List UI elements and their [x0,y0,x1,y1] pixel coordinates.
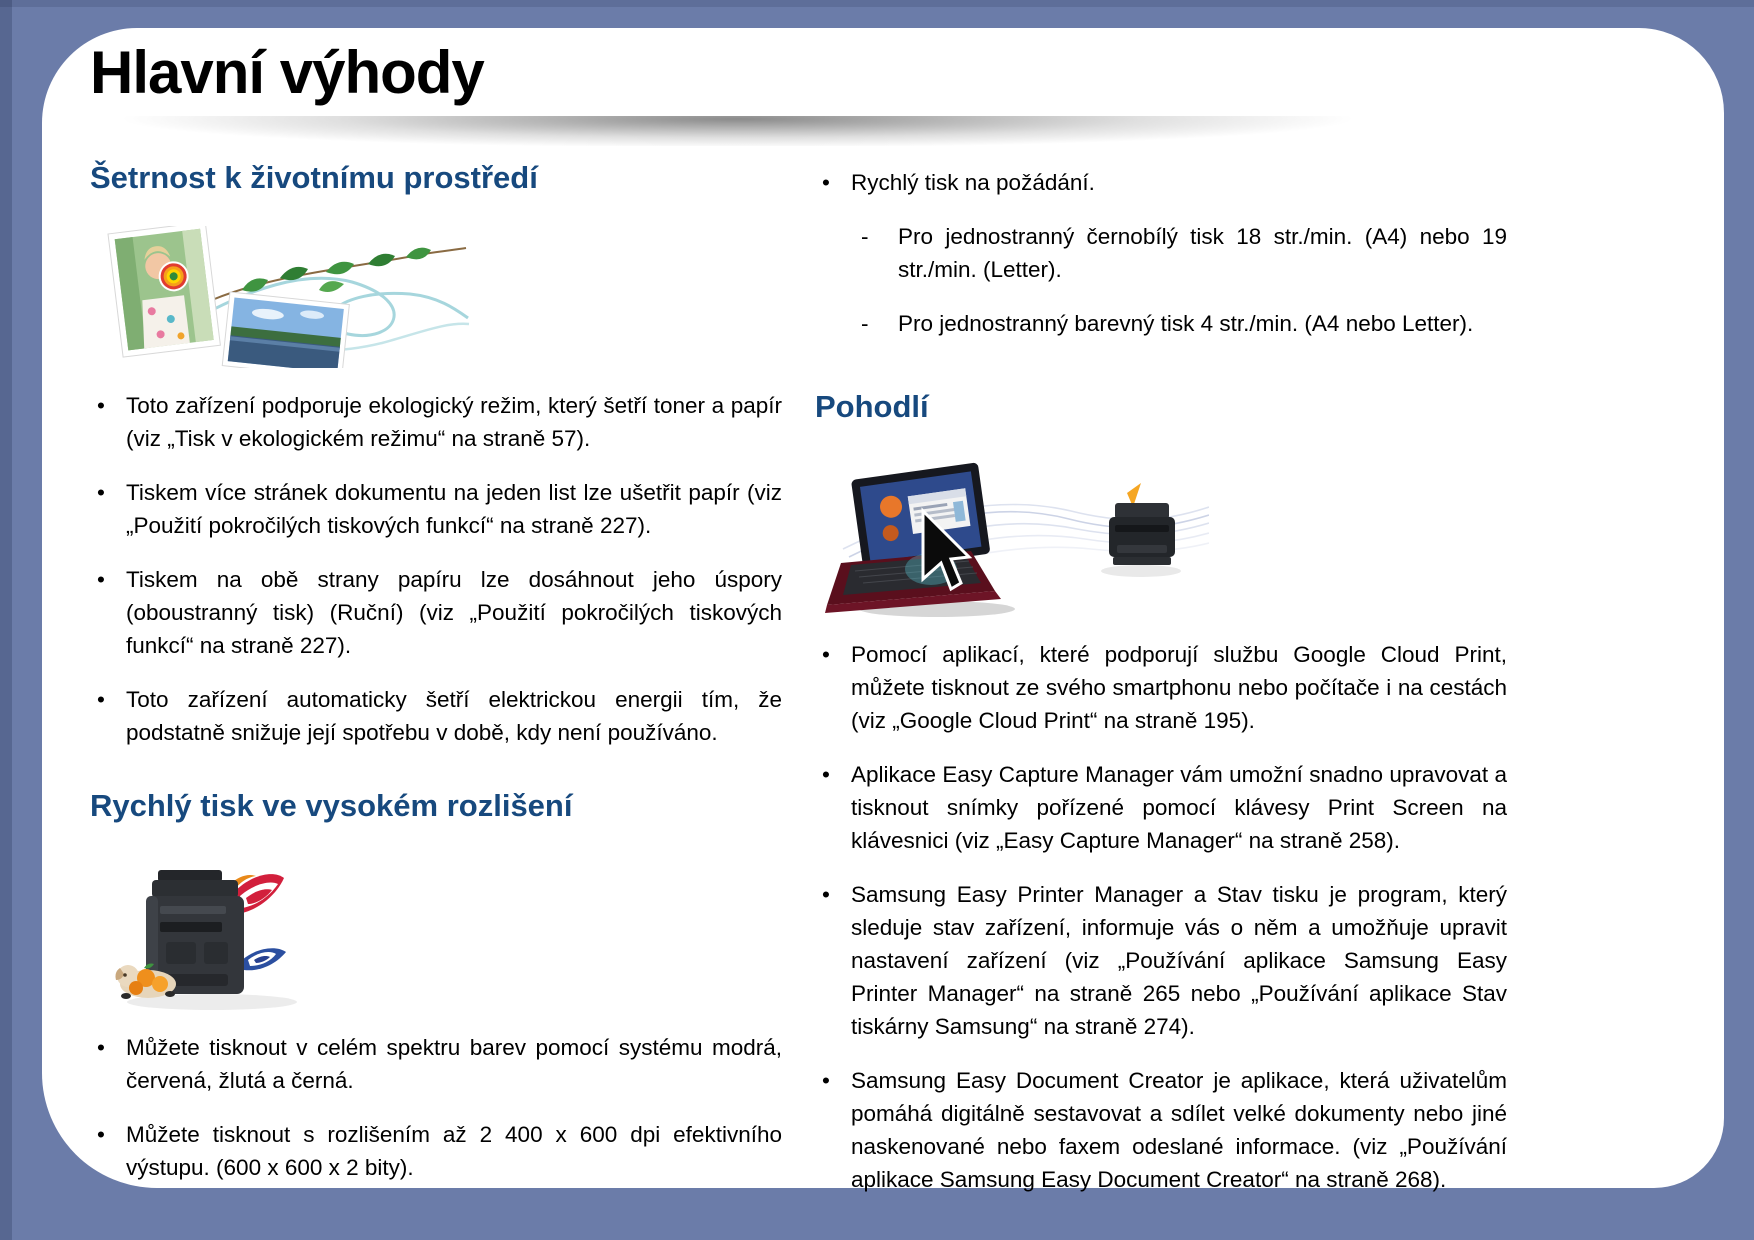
eco-collage-illustration [90,226,470,368]
color-printer-image [112,862,782,1017]
section-heading-convenience: Pohodlí [815,389,929,424]
right-column [815,160,1507,1217]
list-item: • Toto zařízení automaticky šetří elektrickou energii tím, že podstatně snižuje její spotřebu v době, kdy není používáno. [90,683,782,749]
section-heading-eco: Šetrnost k životnímu prostředí [90,160,538,195]
list-item: • Tiskem více stránek dokumentu na jeden list lze ušetřit papír (viz „Použití pokročilých tiskových funkcí“ na straně 227). [90,476,782,542]
list-item: - Pro jednostranný černobílý tisk 18 str./min. (A4) nebo 19 str./min. (Letter). [851,220,1507,286]
list-item: • Samsung Easy Printer Manager a Stav tisku je program, který sleduje stav zařízení, informuje vás o něm a umožňuje upravit nastavení zařízení (viz „Používání aplikace Samsung Easy Printer Manager“ na straně 265 nebo „Používání aplikace Stav tiskárny Samsung“ na straně 274). [815,878,1507,1043]
eco-bullet-list [90,389,782,749]
list-item: • Toto zařízení podporuje ekologický režim, který šetří toner a papír (viz „Tisk v ekologickém režimu“ na straně 57). [90,389,782,455]
section-heading-fast-print: Rychlý tisk ve vysokém rozlišení [90,788,573,823]
photo-lake-icon [222,292,349,368]
on-demand-sub-list [815,220,1507,340]
fast-print-bullet-list [90,1031,782,1184]
page-title: Hlavní výhody [90,39,484,106]
list-item: • Pomocí aplikací, které podporují službu Google Cloud Print, můžete tisknout ze svého smartphonu nebo počítače i na cestách (viz „Google Cloud Print“ na straně 195). [815,638,1507,737]
list-item: - Pro jednostranný barevný tisk 4 str./min. (A4 nebo Letter). [851,307,1507,340]
printer-icon [1101,483,1181,577]
list-item: • Můžete tisknout s rozlišením až 2 400 x 600 dpi efektivního výstupu. (600 x 600 x 2 bity). [90,1118,782,1184]
laptop-to-printer-image [819,459,1507,626]
output-slot-icon [160,922,222,932]
list-item: • Rychlý tisk na požádání. [815,166,1507,199]
list-item: • Aplikace Easy Capture Manager vám umožní snadno upravovat a tisknout snímky pořízené pomocí klávesy Print Screen na klávesnici (viz „Easy Capture Manager“ na straně 258). [815,758,1507,857]
list-item: • Tiskem na obě strany papíru lze dosáhnout jeho úspory (oboustranný tisk) (Ruční) (viz „Použití pokročilých tiskových funkcí“ na straně 227). [90,563,782,662]
list-item: • Samsung Easy Document Creator je aplikace, která uživatelům pomáhá digitálně sestavovat a sdílet velké dokumenty nebo jiné naskenované nebo faxem odeslané informace. (viz „Používání aplikace Samsung Easy Document Creator“ na straně 268). [815,1064,1507,1196]
laptop-to-printer-illustration [819,459,1209,621]
frame-top-edge [0,0,1754,7]
content-card [42,28,1724,1192]
laptop-icon [825,462,1015,617]
left-column [90,160,782,1205]
list-item: • Můžete tisknout v celém spektru barev pomocí systému modrá, červená, žlutá a černá. [90,1031,782,1097]
photo-child-icon [108,226,220,357]
color-printer-illustration [112,862,342,1012]
convenience-bullet-list [815,638,1507,1196]
eco-collage-image [90,226,782,373]
on-demand-bullet-list [815,166,1507,199]
title-shadow-band [42,116,1522,146]
frame-left-edge [0,0,12,1240]
